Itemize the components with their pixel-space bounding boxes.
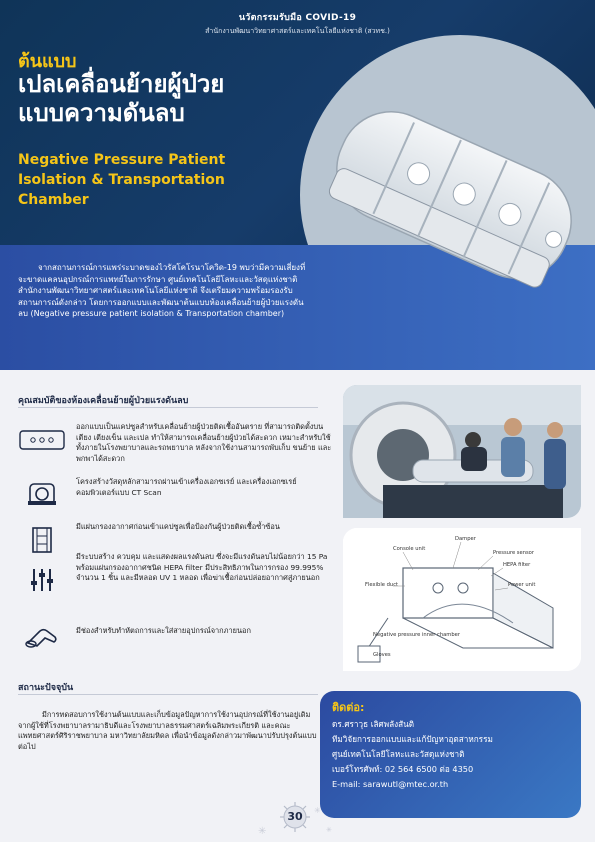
diagram-label: Damper [455, 536, 476, 542]
feature-text: มีช่องสำหรับทำหัตถการและใส่สายอุปกรณ์จากภายนอก [76, 626, 251, 635]
intro-text: จากสถานการณ์การแพร่ระบาดของไวรัสโคโรนาโควิด-19 พบว่ามีความเสี่ยงที่จะขาดแคลนอุปกรณ์การแพทย์ในการรักษา ศูนย์เทคโนโลยีโลหะและวัสดุแห่งชาติ สำนักงานพัฒนาวิทยาศาสตร์และเทคโนโลยีแห่งชาติ จึงเตรียมความพร้อมรองรับสถานการณ์ดังกล่าว โดยการออกแบบและพัฒนาต้นแบบห้องเคลื่อนย้ายผู้ป่วยแรงดันลบ (Negative pressure patient isolation & Transportation chamber) [18, 263, 306, 318]
page-number-badge [270, 800, 320, 836]
page-number: 30 [287, 810, 303, 823]
control-sliders-icon [18, 562, 66, 598]
diagram-label: Negative pressure inner chamber [373, 632, 460, 638]
decor-star-icon: ✳ [314, 806, 321, 815]
ct-scanner-icon [18, 477, 66, 513]
contact-title: ติดต่อ: [332, 701, 365, 714]
glove-port-icon [18, 618, 66, 654]
diagram-label: Power unit [508, 582, 536, 588]
decor-star-icon: ✳ [258, 826, 267, 837]
status-text: มีการทดสอบการใช้งานต้นแบบและเก็บข้อมูลปัญหาการใช้งานอุปกรณ์ที่ใช้งานอยู่เดิมจากผู้ใช้ที่โรงพยาบาลรามาธิบดีและโรงพยาบาลธรรมศาสตร์เฉลิมพระเกียรติ และคณะแพทยศาสตร์ศิริราชพยาบาล มหาวิทยาลัยมหิดล เพื่อนำข้อมูลดังกล่าวมาพัฒนาปรับปรุงต้นแบบต่อไป [18, 710, 317, 751]
diagram-label: Flexible duct [365, 582, 399, 588]
component-diagram [343, 528, 581, 671]
capsule-icon [18, 422, 66, 458]
contact-team: ทีมวิจัยการออกแบบและแก้ปัญหาอุตสาหกรรม [332, 734, 493, 744]
ct-scan-photo [343, 385, 581, 518]
english-title: Negative Pressure Patient Isolation & Transportation Chamber [18, 152, 226, 208]
diagram-label: Pressure sensor [493, 550, 534, 556]
capsule-image [318, 85, 590, 305]
feature-text: มีระบบสร้าง ควบคุม และแสดงผลแรงดันลบ ซึ่งจะมีแรงดันลบไม่น้อยกว่า 15 Pa พร้อมแผ่นกรองอากาศชนิด HEPA filter มีประสิทธิภาพในการกรอง 99.995% จำนวน 1 ชิ้น และมีหลอด UV 1 หลอด เพื่อฆ่าเชื้อก่อนปล่อยอากาศสู่ภายนอก [76, 552, 328, 583]
contact-name: ดร.ศราวุธ เลิศพลังสันติ [332, 719, 415, 729]
page-title: เปลเคลื่อนย้ายผู้ป่วยแบบความดันลบ [18, 70, 225, 127]
status-divider [18, 694, 318, 695]
diagram-label: Gloves [373, 652, 391, 658]
pretitle: ต้นแบบ [18, 51, 77, 72]
features-divider [18, 407, 318, 408]
feature-text: ออกแบบเป็นแคปซูลสำหรับเคลื่อนย้ายผู้ป่วยติดเชื้ออันตราย ที่สามารถติดตั้งบนเตียง เตียงเข็น และเปล ทำให้สามารถเคลื่อนย้ายผู้ป่วยได้สะดวก เหมาะสำหรับใช้ทั้งภายในโรงพยาบาลและรถพยาบาล หลังจากใช้งานสามารถพับเก็บ ขนย้าย และพกพาได้สะดวก [76, 422, 332, 463]
contact-org: ศูนย์เทคโนโลยีโลหะและวัสดุแห่งชาติ [332, 749, 465, 759]
header-subtitle: สำนักงานพัฒนาวิทยาศาสตร์และเทคโนโลยีแห่งชาติ (สวทช.) [205, 27, 390, 35]
decor-star-icon: ✳ [326, 826, 332, 834]
diagram-label: HEPA filter [503, 562, 531, 568]
status-title: สถานะปัจจุบัน [18, 683, 74, 693]
page-header [0, 10, 595, 37]
header-title: นวัตกรรมรับมือ COVID-19 [238, 13, 357, 23]
features-title: คุณสมบัติของห้องเคลื่อนย้ายผู้ป่วยแรงดันลบ [18, 396, 189, 406]
feature-text: มีแผ่นกรองอากาศก่อนเข้าแคปซูลเพื่อป้องกันผู้ป่วยติดเชื้อซ้ำซ้อน [76, 522, 280, 531]
contact-box [320, 691, 581, 818]
feature-text: โครงสร้างวัสดุหลักสามารถผ่านเข้าเครื่องเอกซเรย์ และเครื่องเอกซเรย์คอมพิวเตอร์แบบ CT Scan [76, 477, 297, 497]
diagram-label: Console unit [393, 546, 426, 552]
contact-email[interactable]: E-mail: sarawutl@mtec.or.th [332, 779, 449, 789]
film-icon [18, 522, 66, 558]
contact-phone: เบอร์โทรศัพท์: 02 564 6500 ต่อ 4350 [332, 764, 474, 774]
